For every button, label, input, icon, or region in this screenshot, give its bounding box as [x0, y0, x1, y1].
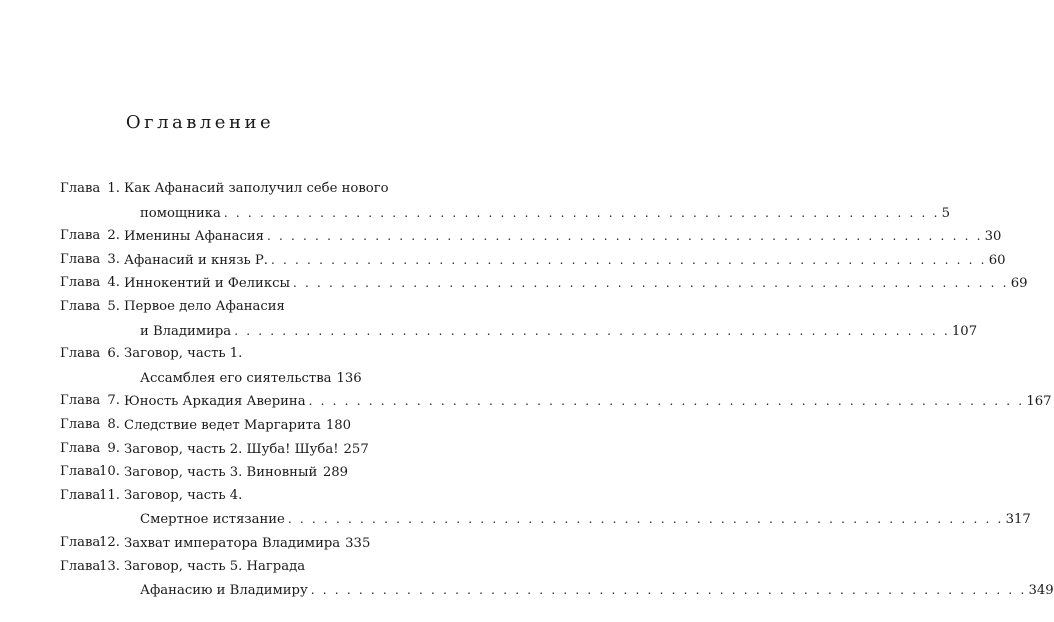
- page-number: 136: [336, 370, 362, 386]
- chapter-word: Глава: [60, 393, 101, 409]
- chapter-word: Глава: [60, 558, 101, 574]
- toc-line: [0, 345, 400, 363]
- chapter-word: Глава: [60, 275, 101, 291]
- chapter-word: Глава: [60, 228, 101, 244]
- chapter-word: Глава: [60, 417, 101, 432]
- chapter-title: Иннокентий и Феликсы: [124, 276, 290, 292]
- page-number: 289: [322, 465, 348, 481]
- dot-leader: . . . . . . . . . . . . . . . . . . . . . . . . . . . . . . . . . . . . . . . . . . . . . . . . . . . . . . . . . . . .: [223, 205, 940, 220]
- title-with-leader: [140, 322, 978, 341]
- toc-line: [0, 227, 1002, 245]
- chapter-title: и Владимира: [140, 323, 232, 339]
- page-number: 30: [984, 229, 1002, 245]
- title-with-leader: [140, 581, 1054, 600]
- chapter-number: 13.: [99, 558, 120, 574]
- chapter-title: Заговор, часть 2. Шуба! Шуба!: [124, 441, 339, 457]
- chapter-number: 8.: [107, 417, 120, 432]
- toc-line: [0, 298, 400, 316]
- chapter-word: Глава: [60, 440, 101, 456]
- toc-line: [0, 463, 400, 481]
- page-number: 69: [1010, 276, 1028, 292]
- title-with-leader: [124, 534, 371, 553]
- chapter-number: 12.: [99, 535, 120, 550]
- chapter-number: 10.: [99, 464, 120, 480]
- chapter-title: Именины Афанасия: [124, 229, 264, 245]
- toc-line: [0, 440, 400, 458]
- chapter-number: 6.: [107, 346, 120, 362]
- toc-line: [0, 251, 1006, 269]
- page-number: 257: [343, 441, 369, 457]
- chapter-title: Заговор, часть 1.: [124, 346, 243, 362]
- page-title: Оглавление: [125, 112, 275, 133]
- chapter-title: Как Афанасий заполучил себе нового: [124, 181, 389, 196]
- chapter-number: 9.: [107, 440, 120, 456]
- chapter-number: 7.: [107, 393, 120, 409]
- toc-line: [0, 369, 400, 387]
- page-number: 317: [1005, 512, 1031, 528]
- chapter-title: Афанасию и Владимиру: [140, 583, 308, 599]
- chapter-title: Следствие ведет Маргарита: [124, 418, 321, 433]
- toc-line: [0, 392, 1052, 410]
- chapter-title: Заговор, часть 4.: [124, 487, 243, 503]
- dot-leader: . . . . . . . . . . . . . . . . . . . . . . . . . . . . . . . . . . . . . . . . . . . . . . . . . . . . . . . . . . . .: [266, 229, 983, 244]
- page-number: 60: [988, 252, 1006, 268]
- chapter-title: Захват императора Владимира: [124, 536, 341, 551]
- toc-line: [0, 204, 950, 222]
- toc-line: [0, 274, 1028, 292]
- toc-line: [0, 510, 1031, 528]
- chapter-number: 11.: [99, 487, 120, 503]
- toc-line: [0, 534, 400, 552]
- chapter-word: Глава: [60, 251, 101, 267]
- chapter-number: 2.: [107, 228, 120, 244]
- toc-line: [0, 322, 978, 340]
- chapter-word: Глава: [60, 181, 101, 196]
- page-number: 167: [1026, 394, 1052, 410]
- toc-line: [0, 180, 400, 198]
- chapter-title: Ассамблея его сиятельства: [140, 370, 332, 386]
- title-with-leader: [124, 227, 1002, 246]
- chapter-word: Глава: [60, 299, 101, 314]
- title-with-leader: [140, 204, 950, 223]
- dot-leader: . . . . . . . . . . . . . . . . . . . . . . . . . . . . . . . . . . . . . . . . . . . . . . . . . . . . . . . . . . . .: [270, 252, 987, 267]
- chapter-title: Заговор, часть 5. Награда: [124, 558, 306, 574]
- chapter-word: Глава: [60, 346, 101, 362]
- toc-line: [0, 558, 400, 576]
- title-with-leader: [140, 510, 1031, 529]
- toc-line: [0, 416, 400, 434]
- dot-leader: . . . . . . . . . . . . . . . . . . . . . . . . . . . . . . . . . . . . . . . . . . . . . . . . . . . . . . . . . . . .: [287, 512, 1004, 527]
- page-number: 335: [345, 536, 371, 551]
- dot-leader: . . . . . . . . . . . . . . . . . . . . . . . . . . . . . . . . . . . . . . . . . . . . . . . . . . . . . . . . . . . .: [234, 323, 950, 338]
- chapter-number: 4.: [107, 275, 120, 291]
- chapter-word: Глава: [60, 464, 101, 480]
- chapter-title: Афанасий и князь Р.: [124, 252, 268, 268]
- title-with-leader: [124, 274, 1028, 293]
- chapter-title: Смертное истязание: [140, 512, 285, 528]
- chapter-title: Юность Аркадия Аверина: [124, 394, 306, 410]
- page-number: 5: [941, 205, 950, 221]
- chapter-number: 1.: [107, 181, 120, 196]
- dot-leader: . . . . . . . . . . . . . . . . . . . . . . . . . . . . . . . . . . . . . . . . . . . . . . . . . . . . . . . . . . . .: [292, 276, 1009, 291]
- dot-leader: . . . . . . . . . . . . . . . . . . . . . . . . . . . . . . . . . . . . . . . . . . . . . . . . . . . . . . . . . . . .: [308, 394, 1025, 409]
- chapter-number: 5.: [107, 299, 120, 314]
- toc-line: [0, 487, 400, 505]
- chapter-title: Заговор, часть 3. Виновный: [124, 465, 318, 481]
- title-with-leader: [140, 369, 362, 388]
- title-with-leader: [124, 392, 1052, 411]
- chapter-title: Первое дело Афанасия: [124, 299, 285, 314]
- title-with-leader: [124, 416, 352, 435]
- chapter-word: Глава: [60, 487, 101, 503]
- title-with-leader: [124, 440, 369, 459]
- chapter-title: помощника: [140, 205, 221, 221]
- chapter-number: 3.: [107, 251, 120, 267]
- page-number: 349: [1028, 583, 1054, 599]
- toc-line: [0, 581, 1054, 599]
- dot-leader: . . . . . . . . . . . . . . . . . . . . . . . . . . . . . . . . . . . . . . . . . . . . . . . . . . . . . . . . . . . .: [310, 583, 1027, 598]
- title-with-leader: [124, 251, 1006, 270]
- chapter-word: Глава: [60, 535, 101, 550]
- page-number: 180: [325, 418, 352, 433]
- title-with-leader: [124, 463, 348, 482]
- page-number: 107: [951, 323, 978, 339]
